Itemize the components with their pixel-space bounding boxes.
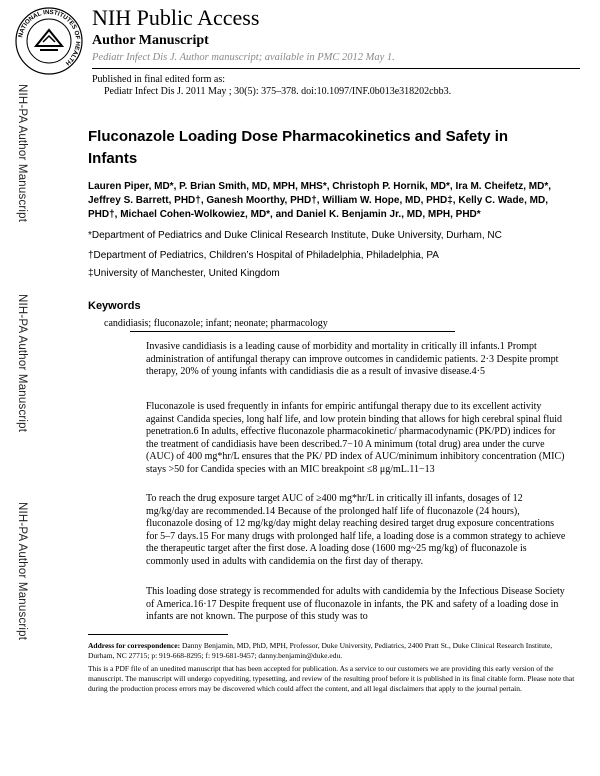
published-label: Published in final edited form as: <box>92 74 226 85</box>
correspondence-footnote: Address for correspondence: Danny Benjamin, MD, PhD, MPH, Professor, Duke University, Pediatrics, 2400 Pratt St., Duke Clinical Research Institute, Durham, NC 27715; p: 919-668-8295; f: 919-681-9457; danny.benjamin@duke.edu. <box>88 641 553 660</box>
journal-availability: Pediatr Infect Dis J. Author manuscript; available in PMC 2012 May 1. <box>92 52 395 63</box>
body-paragraph: Invasive candidiasis is a leading cause of morbidity and mortality in critically ill infants.1 Prompt administration of antifungal therapy can improve outcomes in candidemic patients. 2·3 Despite prompt therapy, 20% of young infants with candidiasis die as a result of invasive disease.4·5 <box>146 341 559 377</box>
side-label-middle: NIH-PA Author Manuscript <box>16 294 28 433</box>
disclaimer-footnote: This is a PDF file of an unedited manuscript that has been accepted for publication. As a service to our customers we are providing this early version of the manuscript. The manuscript will undergo copyediting, typesetting, and review of the resulting proof before it is published in its final citable form. Please note that during the production process errors may be discovered which could affect the content, and all legal disclaimers that apply to the journal pertain. <box>88 664 575 693</box>
body-paragraph: Fluconazole is used frequently in infants for empiric antifungal therapy due to its excellent activity against Candida species, long half life, and low protein binding that allows for high cerebral spinal fluid penetration.6 In adults, effective fluconazole pharmacokinetic/ pharmacodynamic (PK/PD) indices for the treatment of candidiasis have been described.7−10 A minimum (total drug) area under the curve (AUC) of 400 mg*hr/L ensures that the PK/ PD index of AUC/minimum inhibitory concentration (MIC) stays >50 for Candida species with an MIC breakpoint ≤8 μg/mL.11−13 <box>146 401 565 475</box>
side-label-top: NIH-PA Author Manuscript <box>16 84 28 223</box>
citation: Pediatr Infect Dis J. 2011 May ; 30(5): 375–378. doi:10.1097/INF.0b013e318202cbb3. <box>104 86 452 97</box>
body-paragraph: To reach the drug exposure target AUC of ≥400 mg*hr/L in critically ill infants, dosages of 12 mg/kg/day are recommended.14 Because of the prolonged half life of fluconazole (24 hours), fluconazole dosing of 12 mg/kg/day might delay reaching desired target drug exposure concentrations for 5–7 days.15 For many drugs with prolonged half life, a loading dose is a common strategy to achieve the therapeutic target after the first dose. A loading dose (1600 mg~25 mg/kg) of fluconazole is commonly used in adults with candidemia on the first day of therapy. <box>146 493 566 567</box>
body-paragraph: This loading dose strategy is recommended for adults with candidemia by the Infectious Disease Society of America.16·17 Despite frequent use of fluconazole in infants, the PK and safety of a loading dose in infants are not known. The purpose of this study was to <box>146 586 565 622</box>
nih-seal-logo <box>14 6 84 76</box>
affiliation-duke: *Department of Pediatrics and Duke Clinical Research Institute, Duke University, Durham, NC <box>88 230 502 241</box>
side-label-bottom: NIH-PA Author Manuscript <box>16 502 28 641</box>
header-rule <box>92 68 580 69</box>
article-title: Fluconazole Loading Dose Pharmacokinetics and Safety in Infants <box>88 128 509 167</box>
affiliation-manchester: ‡University of Manchester, United Kingdom <box>88 268 280 279</box>
keywords-rule <box>130 331 455 332</box>
repository-title: NIH Public Access <box>92 5 260 30</box>
svg-text:NATIONAL INSTITUTES OF HEALTH: NATIONAL INSTITUTES OF HEALTH <box>17 8 82 67</box>
keywords-heading: Keywords <box>88 300 141 312</box>
footnote-rule <box>88 634 228 635</box>
manuscript-label: Author Manuscript <box>92 33 209 48</box>
keywords-list: candidiasis; fluconazole; infant; neonate; pharmacology <box>104 318 328 329</box>
affiliation-chop: †Department of Pediatrics, Children’s Hospital of Philadelphia, Philadelphia, PA <box>88 250 439 261</box>
author-list: Lauren Piper, MD*, P. Brian Smith, MD, MPH, MHS*, Christoph P. Hornik, MD*, Ira M. Cheifetz, MD*, Jeffrey S. Barrett, PHD†, Ganesh Moorthy, PHD†, William W. Hope, MD, PHD‡, Kelly C. Wade, MD, PHD†, Michael Cohen-Wolkowiez, MD*, and Daniel K. Benjamin Jr., MD, MPH, PHD* <box>88 181 552 220</box>
